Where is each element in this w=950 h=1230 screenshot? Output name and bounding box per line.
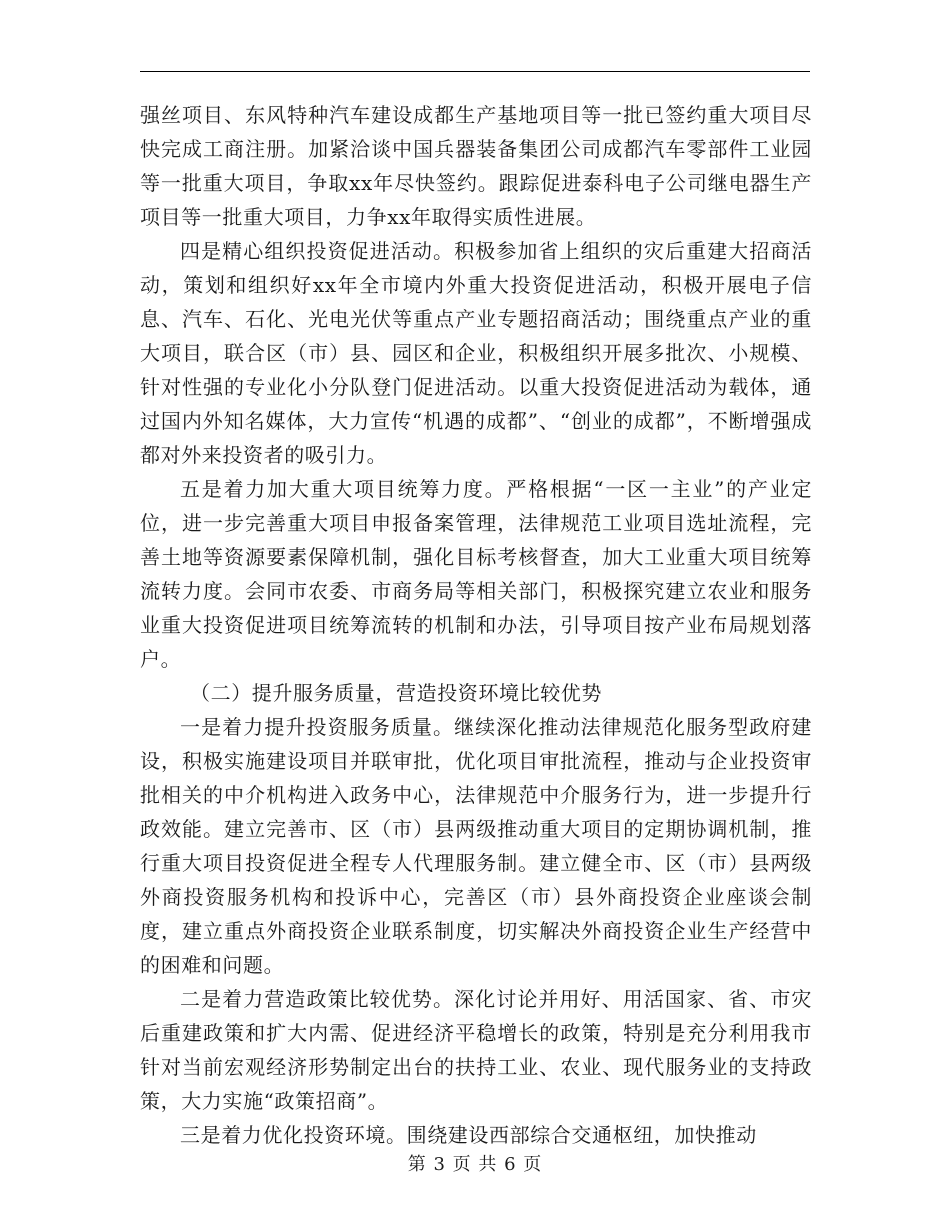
paragraph-policy-advantage: 二是着力营造政策比较优势。深化讨论并用好、用活国家、省、市灾后重建政策和扩大内需、促进经济平稳增长的政策，特别是充分利用我市针对当前宏观经济形势制定出台的扶持工业、农业、现代服务业的支持政策，大力实施“政策招商”。 (140, 987, 812, 1113)
section-heading: （二）提升服务质量，营造投资环境比较优势 (190, 681, 602, 705)
document-body (140, 98, 812, 1152)
paragraph-service-quality: 一是着力提升投资服务质量。继续深化推动法律规范化服务型政府建设，积极实施建设项目并联审批，优化项目审批流程，推动与企业投资审批相关的中介机构进入政务中心，法律规范中介服务行为，进一步提升行政效能。建立完善市、区（市）县两级推动重大项目的定期协调机制，推行重大项目投资促进全程专人代理服务制。建立健全市、区（市）县两级外商投资服务机构和投诉中心，完善区（市）县外商投资企业座谈会制度，建立重点外商投资企业联系制度，切实解决外商投资企业生产经营中的困难和问题。 (140, 715, 812, 977)
page-number: 第 3 页 共 6 页 (407, 1154, 543, 1175)
paragraph-investment-environment: 三是着力优化投资环境。围绕建设西部综合交通枢纽，加快推动 (180, 1123, 757, 1147)
paragraph-continued: 强丝项目、东风特种汽车建设成都生产基地项目等一批已签约重大项目尽快完成工商注册。加紧洽谈中国兵器装备集团公司成都汽车零部件工业园等一批重大项目，争取xx年尽快签约。跟踪促进泰科电子公司继电器生产项目等一批重大项目，力争xx年取得实质性进展。 (140, 103, 812, 229)
header-rule (140, 71, 810, 72)
paragraph-investment-promotion: 四是精心组织投资促进活动。积极参加省上组织的灾后重建大招商活动，策划和组织好xx年全市境内外重大投资促进活动，积极开展电子信息、汽车、石化、光电光伏等重点产业专题招商活动；围绕重点产业的重大项目，联合区（市）县、园区和企业，积极组织开展多批次、小规模、针对性强的专业化小分队登门促进活动。以重大投资促进活动为载体，通过国内外知名媒体，大力宣传“机遇的成都”、“创业的成都”，不断增强成都对外来投资者的吸引力。 (140, 239, 812, 467)
paragraph-project-coordination: 五是着力加大重大项目统筹力度。严格根据“一区一主业”的产业定位，进一步完善重大项目申报备案管理，法律规范工业项目选址流程，完善土地等资源要素保障机制，强化目标考核督查，加大工业重大项目统筹流转力度。会同市农委、市商务局等相关部门，积极探究建立农业和服务业重大投资促进项目统筹流转的机制和办法，引导项目按产业布局规划落户。 (140, 477, 812, 671)
